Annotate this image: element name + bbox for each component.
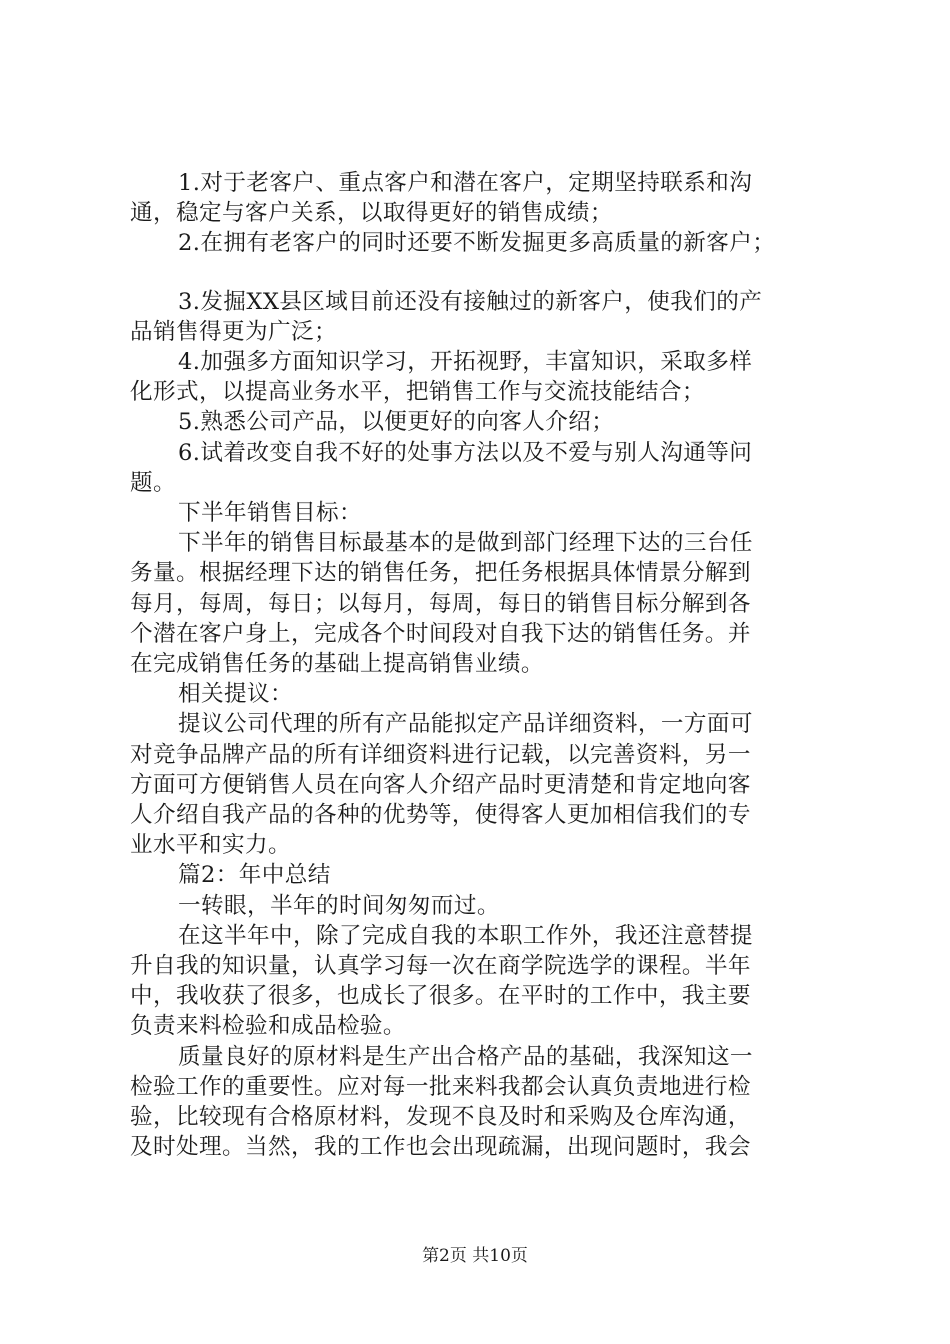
text-line: 化形式，以提高业务水平，把销售工作与交流技能结合；: [130, 379, 705, 406]
text-line: 在这半年中，除了完成自我的本职工作外，我还注意替提: [178, 922, 753, 949]
text-line: 中，我收获了很多，也成长了很多。在平时的工作中，我主要: [130, 983, 751, 1010]
text-line: 验，比较现有合格原材料，发现不良及时和采购及仓库沟通，: [130, 1104, 751, 1131]
text-line: 题。: [130, 469, 176, 496]
text-line: 检验工作的重要性。应对每一批来料我都会认真负责地进行检: [130, 1073, 751, 1100]
text-line: 2.在拥有老客户的同时还要不断发掘更多高质量的新客户；: [178, 230, 776, 257]
text-line: 1.对于老客户、重点客户和潜在客户，定期坚持联系和沟: [178, 170, 753, 196]
text-line: 务量。根据经理下达的销售任务，把任务根据具体情景分解到: [130, 560, 751, 587]
text-line: 相关提议：: [178, 681, 293, 708]
text-line: 一转眼，半年的时间匆匆而过。: [178, 892, 500, 919]
text-line: 下半年的销售目标最基本的是做到部门经理下达的三台任: [178, 530, 753, 557]
text-line: 每月，每周，每日；以每月，每周，每日的销售目标分解到各: [130, 590, 751, 617]
text-line: 个潜在客户身上，完成各个时间段对自我下达的销售任务。并: [130, 620, 751, 647]
text-line: 方面可方便销售人员在向客人介绍产品时更清楚和肯定地向客: [130, 771, 751, 798]
text-line: 5.熟悉公司产品，以便更好的向客人介绍；: [178, 409, 615, 436]
text-line: 下半年销售目标：: [178, 500, 362, 527]
text-line: 人介绍自我产品的各种的优势等，使得客人更加相信我们的专: [130, 802, 751, 829]
blank-line: [130, 259, 830, 287]
text-line: 提议公司代理的所有产品能拟定产品详细资料，一方面可: [178, 711, 753, 738]
text-line: 负责来料检验和成品检验。: [130, 1013, 406, 1040]
page-footer: 第2页 共10页: [422, 1246, 528, 1266]
text-line: 在完成销售任务的基础上提高销售业绩。: [130, 651, 544, 678]
text-line: 及时处理。当然，我的工作也会出现疏漏，出现问题时，我会: [130, 1134, 751, 1161]
text-line: 升自我的知识量，认真学习每一次在商学院选学的课程。半年: [130, 953, 751, 980]
text-line: 3.发掘XX县区域目前还没有接触过的新客户，使我们的产: [178, 288, 763, 315]
text-line: 业水平和实力。: [130, 832, 291, 859]
text-line: 通，稳定与客户关系，以取得更好的销售成绩；: [130, 200, 613, 227]
text-line: 4.加强多方面知识学习，开拓视野，丰富知识，采取多样: [178, 349, 753, 376]
document-body: [130, 168, 830, 1163]
text-line: 对竞争品牌产品的所有详细资料进行记载，以完善资料，另一: [130, 741, 751, 768]
text-line: 品销售得更为广泛；: [130, 318, 337, 345]
text-line: 篇2：年中总结: [178, 862, 331, 889]
text-line: 6.试着改变自我不好的处事方法以及不爱与别人沟通等问: [178, 439, 753, 466]
text-line: 质量良好的原材料是生产出合格产品的基础，我深知这一: [178, 1043, 753, 1070]
